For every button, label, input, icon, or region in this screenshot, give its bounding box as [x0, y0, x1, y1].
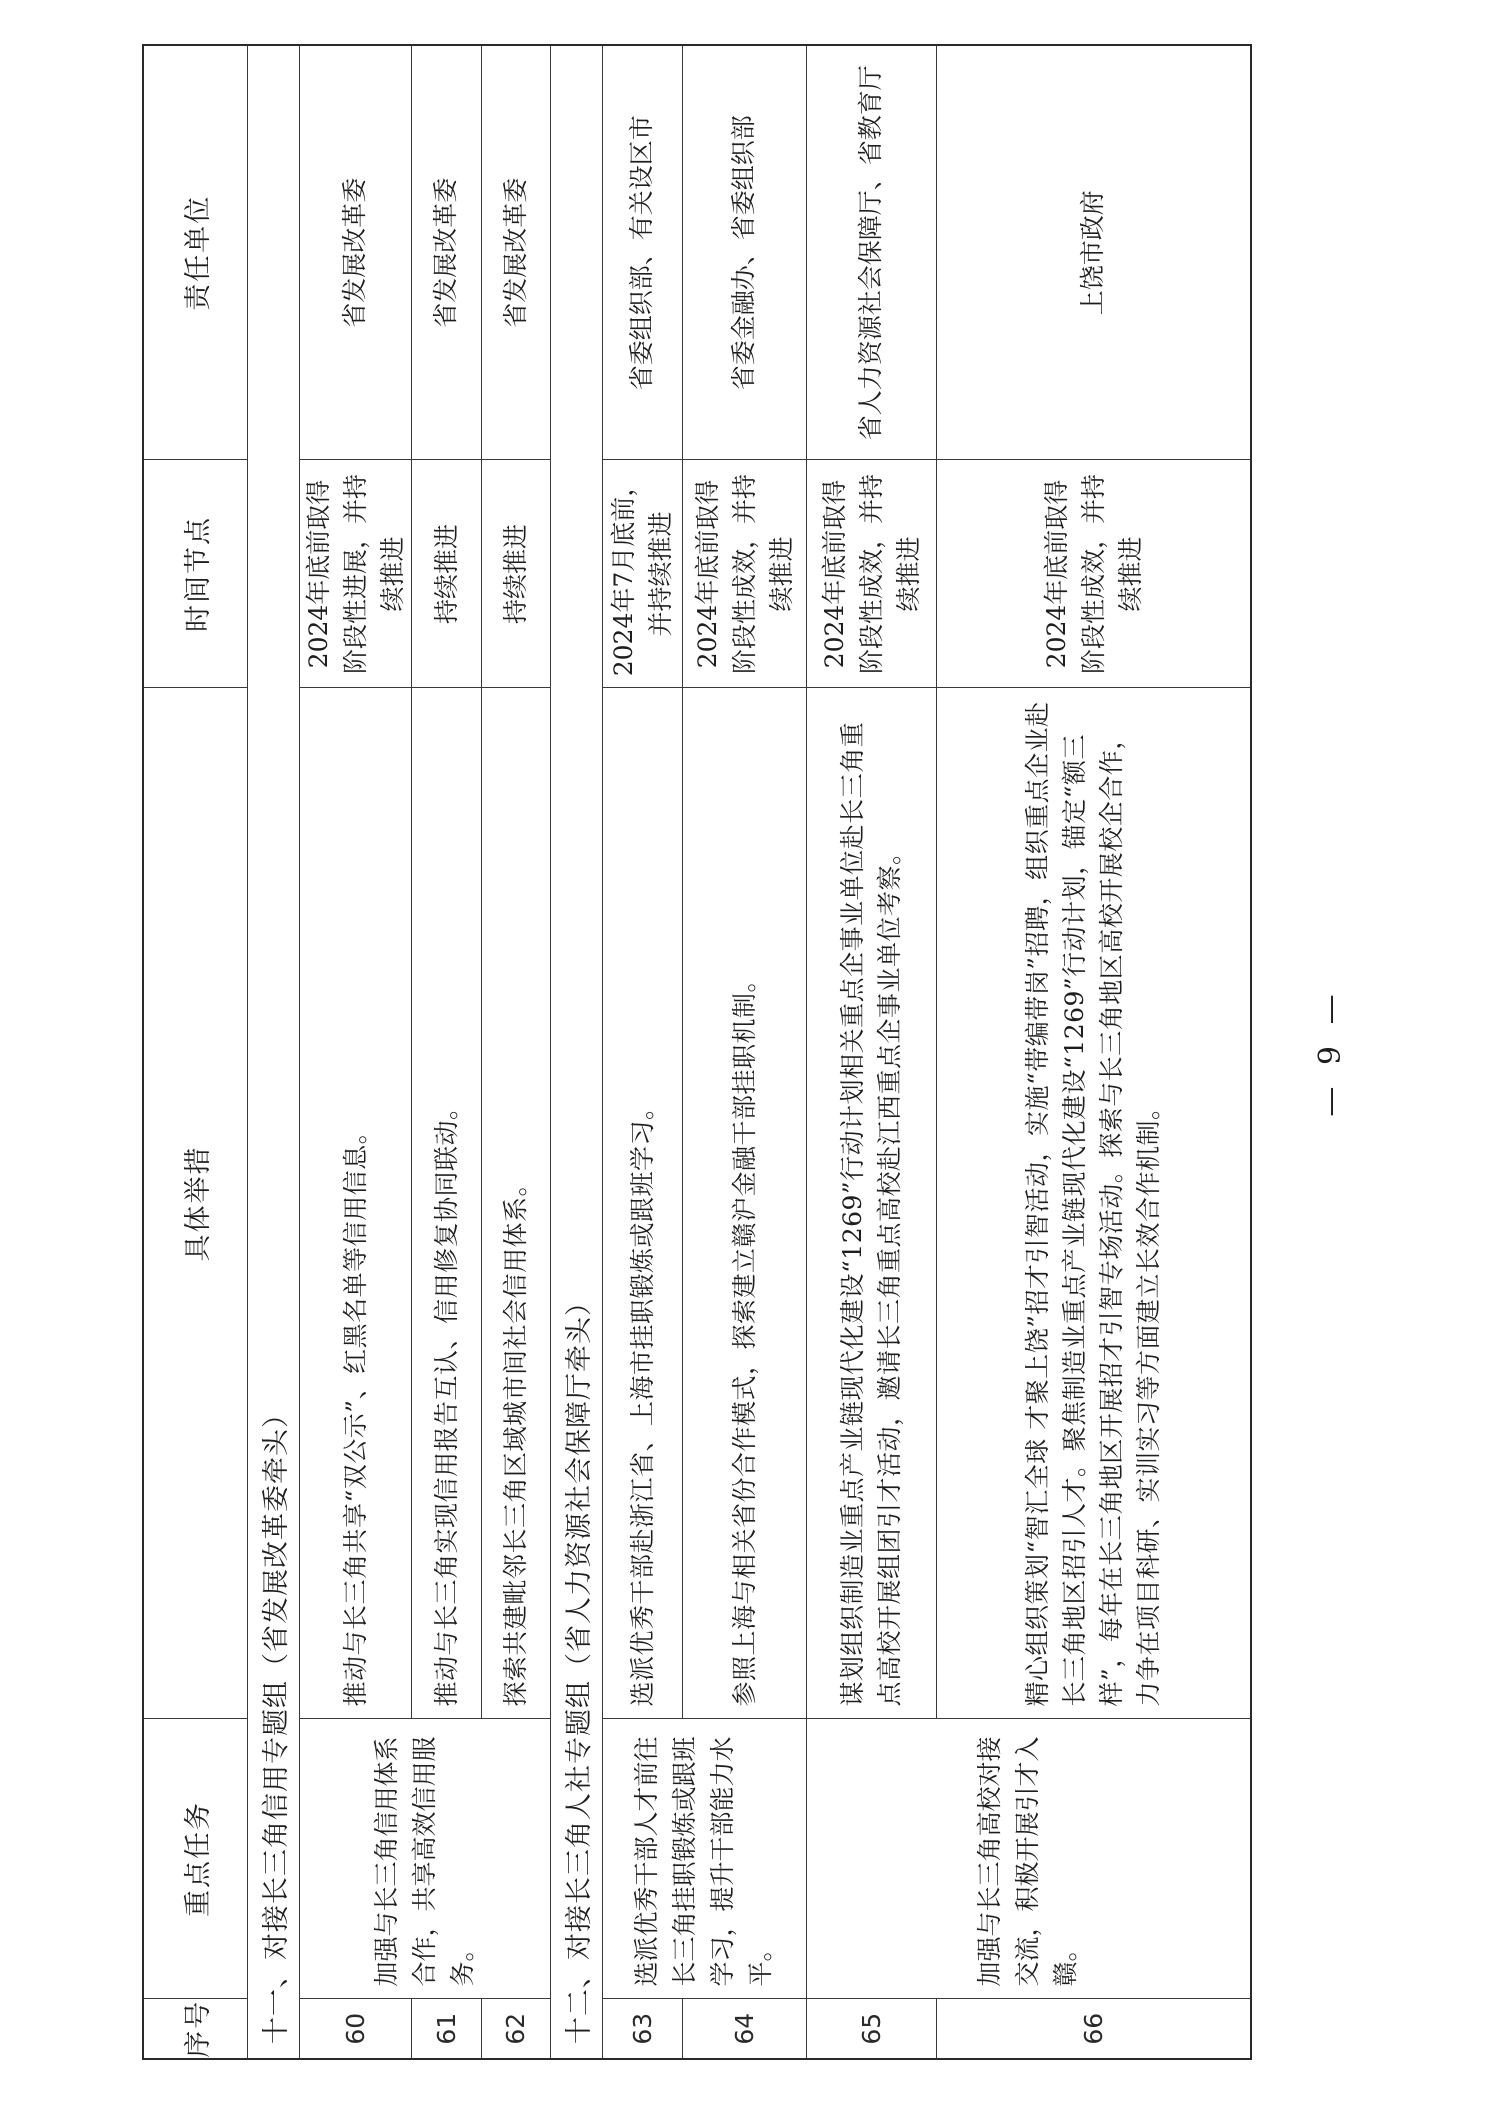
table-row [299, 45, 411, 2059]
row-number: 60 [299, 1999, 411, 2059]
time-cell: 持续推进 [411, 460, 481, 688]
task-cell: 选派优秀干部人才前往长三角挂职锻炼或跟班学习，提升干部能力水平。 [602, 1719, 806, 1999]
measure-cell: 精心组织策划“智汇全球 才聚上饶”招才引智活动，实施“带编带岗”招聘，组织重点企业赴长三角地区招引人才。聚焦制造业重点产业链现代化建设“1269”行动计划，锚定“额三样”，每年在长三角地区开展招才引智专场活动。探索与长三角地区高校开展校企合作，力争在项目科研、实训实习等方面建立长效合作机制。 [936, 688, 1251, 1719]
measure-cell: 选派优秀干部赴浙江省、上海市挂职锻炼或跟班学习。 [602, 688, 682, 1719]
time-cell: 2024年底前取得阶段性成效，并持续推进 [806, 460, 936, 688]
time-cell: 2024年底前取得阶段性成效，并持续推进 [682, 460, 806, 688]
task-cell: 加强与长三角信用体系合作，共享高效信用服务。 [299, 1719, 550, 1999]
time-cell: 2024年底前取得阶段性成效，并持续推进 [936, 460, 1251, 688]
row-number: 64 [682, 1999, 806, 2059]
row-number: 61 [411, 1999, 481, 2059]
unit-cell: 省发展改革委 [411, 45, 481, 460]
table-header-row [143, 45, 247, 2059]
header-task: 重点任务 [143, 1719, 247, 1999]
time-cell: 2024年底前取得阶段性进展，并持续推进 [299, 460, 411, 688]
unit-cell: 省发展改革委 [481, 45, 550, 460]
task-table [142, 44, 1252, 2060]
table-row [806, 45, 936, 2059]
row-number: 62 [481, 1999, 550, 2059]
measure-cell: 推动与长三角共享“双公示”、红黑名单等信用信息。 [299, 688, 411, 1719]
section-row [550, 45, 602, 2059]
unit-cell: 省委组织部、有关设区市 [602, 45, 682, 460]
unit-cell: 省人力资源社会保障厅、省教育厅 [806, 45, 936, 460]
section-title-12: 十二、对接长三角人社专题组（省人力资源社会保障厅牵头） [550, 45, 602, 2059]
header-measure: 具体举措 [143, 688, 247, 1719]
unit-cell: 上饶市政府 [936, 45, 1251, 460]
measure-cell: 谋划组织制造业重点产业链现代化建设“1269”行动计划相关重点企事业单位赴长三角重点高校开展组团引才活动，邀请长三角重点高校赴江西重点企事业单位考察。 [806, 688, 936, 1719]
unit-cell: 省发展改革委 [299, 45, 411, 460]
row-number: 66 [936, 1999, 1251, 2059]
row-number: 65 [806, 1999, 936, 2059]
task-cell: 加强与长三角高校对接交流，积极开展引才入赣。 [806, 1719, 1251, 1999]
row-number: 63 [602, 1999, 682, 2059]
header-seq: 序号 [143, 1999, 247, 2059]
unit-cell: 省委金融办、省委组织部 [682, 45, 806, 460]
header-time: 时间节点 [143, 460, 247, 688]
header-unit: 责任单位 [143, 45, 247, 460]
measure-cell: 推动与长三角实现信用报告互认、信用修复协同联动。 [411, 688, 481, 1719]
table-row [602, 45, 682, 2059]
section-row [247, 45, 299, 2059]
section-title-11: 十一、对接长三角信用专题组（省发展改革委牵头） [247, 45, 299, 2059]
page-number: — 9 — [1313, 988, 1348, 1117]
time-cell: 持续推进 [481, 460, 550, 688]
time-cell: 2024年7月底前，并持续推进 [602, 460, 682, 688]
measure-cell: 探索共建毗邻长三角区域城市间社会信用体系。 [481, 688, 550, 1719]
measure-cell: 参照上海与相关省份合作模式，探索建立赣沪金融干部挂职机制。 [682, 688, 806, 1719]
